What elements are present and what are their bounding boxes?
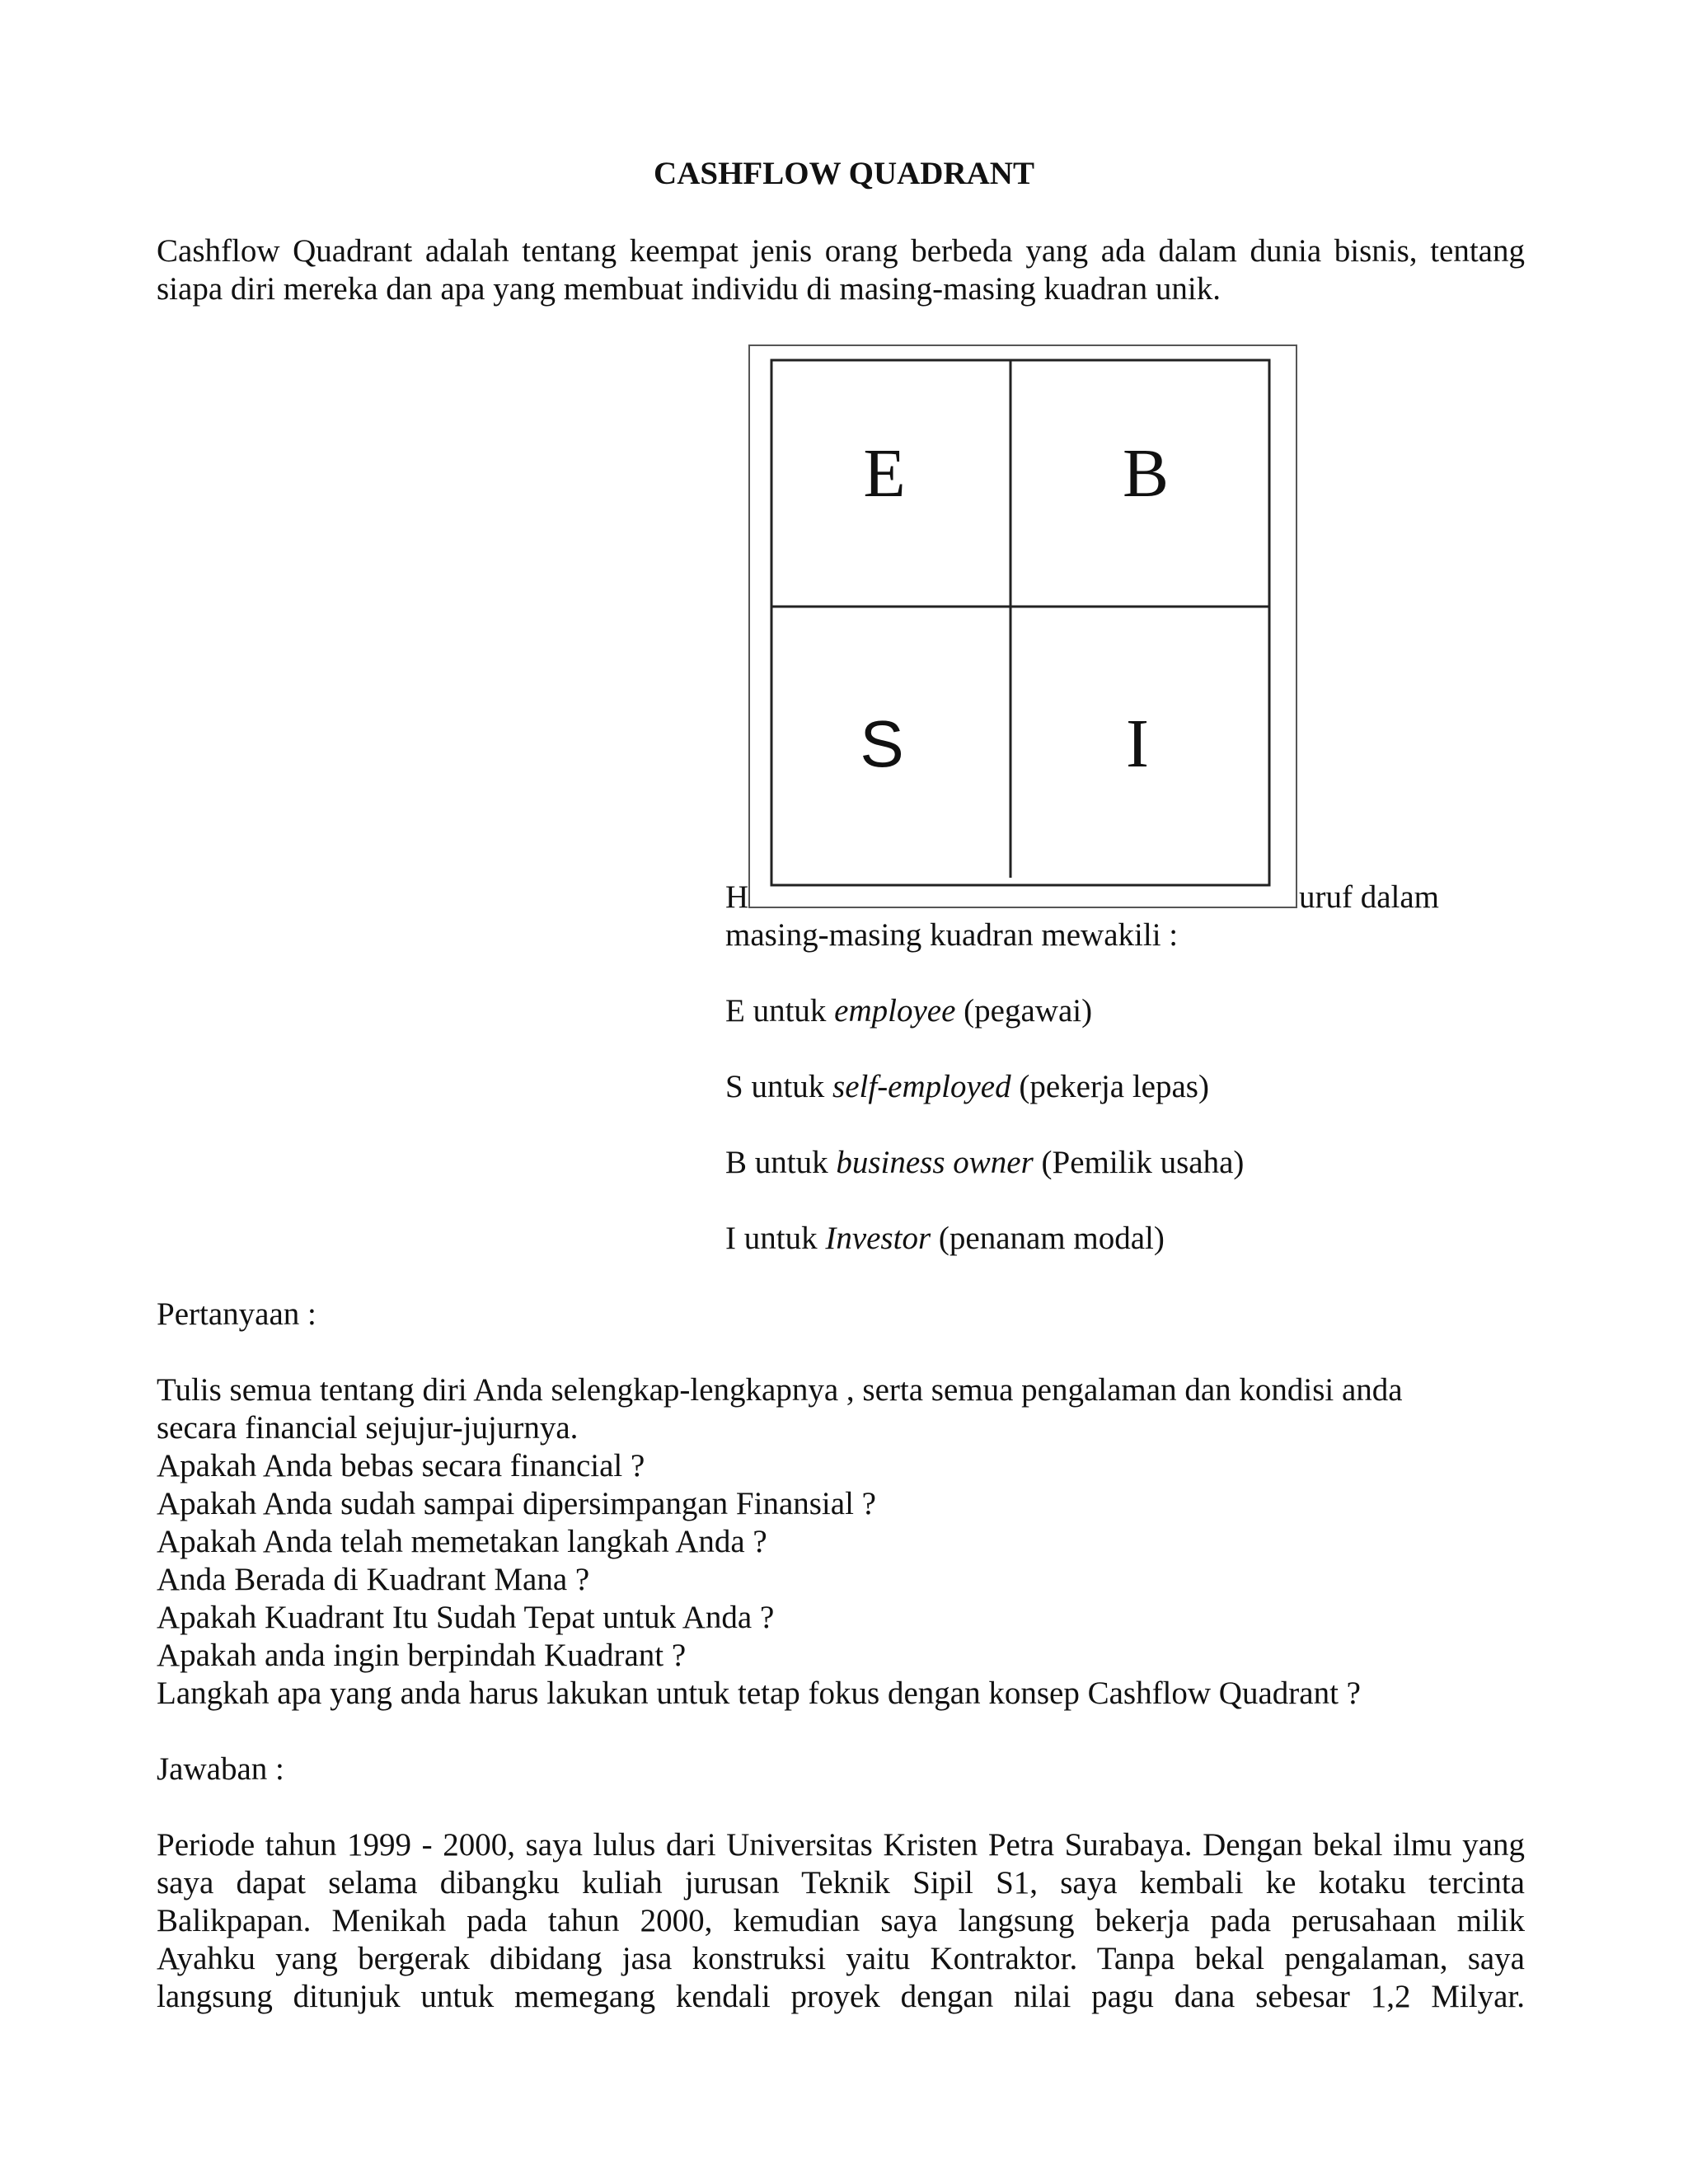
answer-line: Balikpapan. Menikah pada tahun 2000, kemudian saya langsung bekerja pada perusahaan milik — [157, 1903, 1525, 1938]
question-line: Apakah Anda telah memetakan langkah Anda ? — [157, 1524, 767, 1559]
legend-intro-line: masing-masing kuadran mewakili : — [725, 917, 1179, 953]
question-line: Apakah anda ingin berpindah Kuadrant ? — [157, 1638, 687, 1673]
quadrant-diagram — [750, 346, 1296, 907]
document-title: CASHFLOW QUADRANT — [654, 156, 1034, 191]
question-line: secara financial sejujur-jujurnya. — [157, 1410, 579, 1446]
questions-heading: Pertanyaan : — [157, 1296, 316, 1332]
question-line: Apakah Anda sudah sampai dipersimpangan Finansial ? — [157, 1486, 876, 1521]
answer-line: Periode tahun 1999 - 2000, saya lulus dari Universitas Kristen Petra Surabaya. Dengan bekal ilmu yang — [157, 1827, 1525, 1863]
answer-line: saya dapat selama dibangku kuliah jurusan Teknik Sipil S1, saya kembali ke kotaku tercinta — [157, 1865, 1525, 1900]
quadrant-label-i: I — [1126, 705, 1149, 782]
legend-item-e: E untuk employee (pegawai) — [725, 993, 1093, 1029]
quadrant-label-e: E — [863, 435, 906, 512]
cashflow-quadrant-figure — [748, 344, 1297, 908]
questions-list — [157, 1371, 1403, 1713]
answer-line: Ayahku yang bergerak dibidang jasa konstruksi yaitu Kontraktor. Tanpa bekal pengalaman, saya — [157, 1941, 1525, 1976]
question-line: Anda Berada di Kuadrant Mana ? — [157, 1562, 590, 1597]
answers-heading: Jawaban : — [157, 1751, 284, 1787]
question-line: Apakah Anda bebas secara financial ? — [157, 1448, 645, 1483]
answer-line: langsung ditunjuk untuk memegang kendali proyek dengan nilai pagu dana sebesar 1,2 Milyar. — [157, 1979, 1525, 2014]
legend-item-s: S untuk self-employed (pekerja lepas) — [725, 1069, 1209, 1104]
quadrant-label-s: S — [860, 707, 904, 780]
legend-partial-left: H — [725, 879, 749, 915]
question-line: Tulis semua tentang diri Anda selengkap-lengkapnya , serta semua pengalaman dan kondisi anda — [157, 1372, 1403, 1408]
answer-paragraph — [157, 1826, 1525, 2016]
question-line: Langkah apa yang anda harus lakukan untuk tetap fokus dengan konsep Cashflow Quadrant ? — [157, 1675, 1361, 1711]
quadrant-outer-box — [771, 360, 1269, 885]
intro-paragraph: Cashflow Quadrant adalah tentang keempat jenis orang berbeda yang ada dalam dunia bisnis, tentang siapa diri mereka dan apa yang membuat individu di masing-masing kuadran unik. — [157, 233, 1525, 307]
legend-item-b: B untuk business owner (Pemilik usaha) — [725, 1145, 1245, 1180]
legend-partial-right: uruf dalam — [1299, 879, 1440, 915]
quadrant-label-b: B — [1122, 435, 1170, 512]
legend-item-i: I untuk Investor (penanam modal) — [725, 1221, 1165, 1256]
question-line: Apakah Kuadrant Itu Sudah Tepat untuk Anda ? — [157, 1600, 775, 1635]
